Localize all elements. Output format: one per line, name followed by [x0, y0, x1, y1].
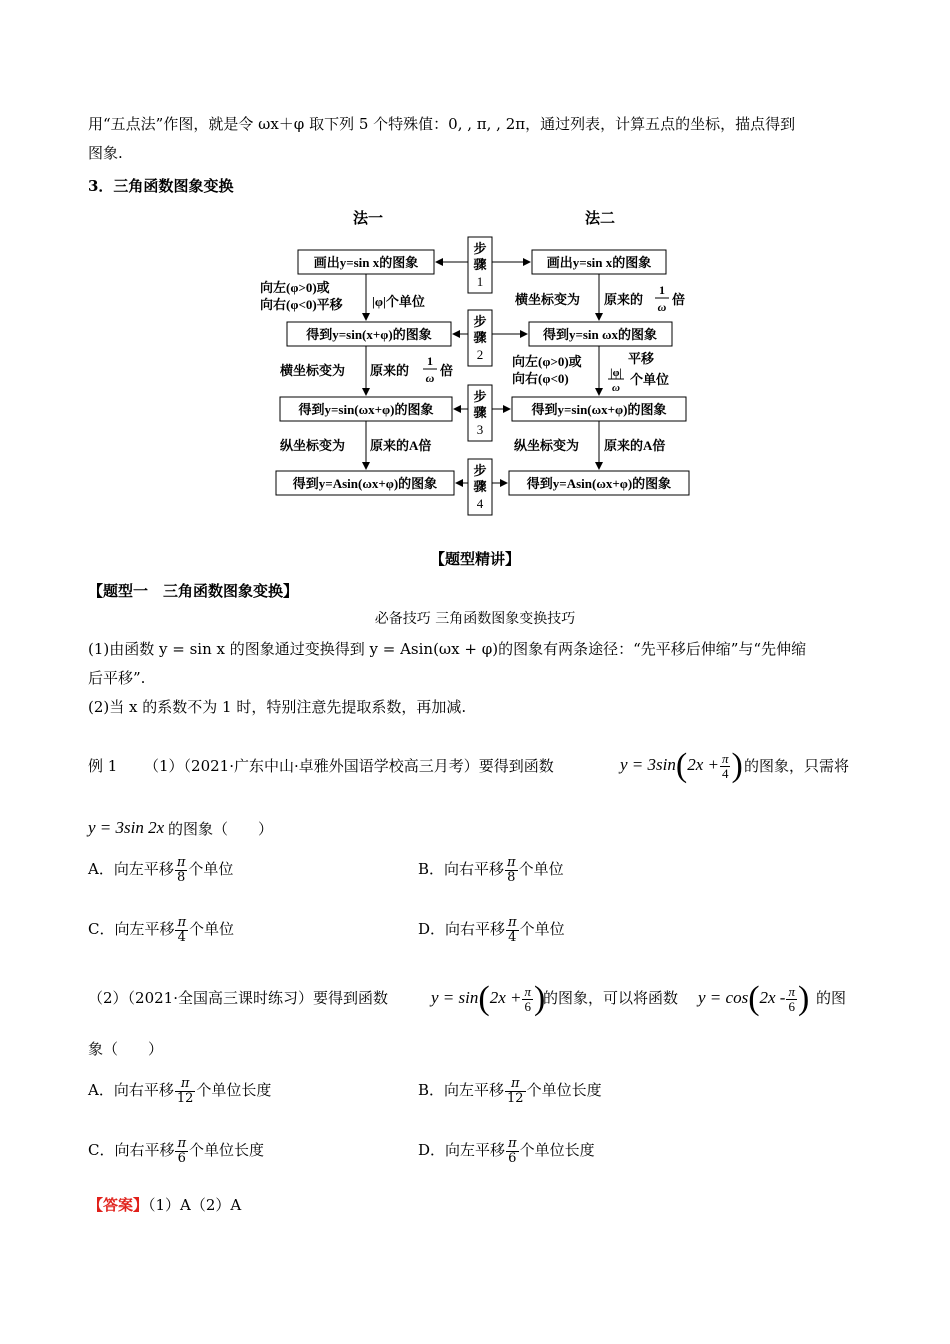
- svg-text:骤: 骤: [473, 405, 487, 420]
- step-4-num: 4: [476, 496, 484, 511]
- step-box-1: [468, 237, 492, 293]
- q2-option-b: B．向左平移 $\frac{\pi}{12}$ 个单位长度: [418, 1075, 602, 1106]
- left-t2-b: 原来的: [370, 363, 410, 378]
- intro-line-2: 图象.: [88, 144, 123, 162]
- q2-mid: 的图象，可以将函数: [543, 989, 679, 1007]
- right-t2-c: 平移: [628, 351, 655, 366]
- svg-text:步: 步: [473, 463, 487, 478]
- type-1-title: 【题型一 三角函数图象变换】: [88, 582, 299, 600]
- step-3-num: 3: [476, 422, 484, 437]
- q1-suffix: 的图象，只需将: [744, 757, 850, 775]
- q1-option-b: B．向右平移 $\frac{\pi}{8}$ 个单位: [418, 854, 564, 885]
- answer-text: （1）A（2）A: [148, 1196, 242, 1214]
- left-t2-a: 横坐标变为: [280, 363, 346, 378]
- q2-formula-1: y = sin(2x + $\frac{\pi}{6}$ ): [431, 980, 546, 1018]
- right-box-2: 得到y=sin ωx的图象: [542, 327, 658, 342]
- right-t2-a: 向左(φ>0)或: [512, 354, 582, 369]
- skill-2: (2)当 x 的系数不为 1 时，特别注意先提取系数，再加减.: [88, 698, 467, 716]
- right-t1-frac-den: ω: [657, 300, 667, 314]
- left-t1-c: |φ|个单位: [372, 294, 425, 309]
- step-box-3: [468, 385, 492, 441]
- q1-option-c: C．向左平移 $\frac{\pi}{4}$ 个单位: [88, 914, 235, 945]
- q2-option-c: C．向右平移 $\frac{\pi}{6}$ 个单位长度: [88, 1135, 265, 1166]
- q1-frac-num: π: [721, 750, 729, 766]
- answer-label: 【答案】: [88, 1196, 149, 1214]
- answer: [88, 1191, 241, 1219]
- right-box-1: 画出y=sin x的图象: [546, 255, 652, 270]
- right-t3-b: 原来的A倍: [604, 438, 666, 453]
- q1-prefix: （1）（2021·广东中山·卓雅外国语学校高三月考）要得到函数: [144, 757, 554, 775]
- step-box-4: [468, 459, 492, 515]
- right-t2-frac-den: ω: [612, 382, 620, 394]
- example-1-label: 例 1: [88, 757, 118, 775]
- q2-option-d: D．向左平移 $\frac{\pi}{6}$ 个单位长度: [418, 1135, 595, 1166]
- q1-formula: y = 3sin(2x + $\frac{\pi}{4}$ ): [620, 747, 743, 785]
- section-3-title: 3．三角函数图象变换: [88, 177, 234, 195]
- right-t2-b: 向右(φ<0): [512, 371, 569, 386]
- svg-text:步: 步: [473, 389, 487, 404]
- section-header: 【题型精讲】: [429, 550, 520, 568]
- step-box-2: [468, 310, 492, 366]
- transformation-flow-diagram: [250, 200, 710, 525]
- q2-line2: 象（ ）: [88, 1040, 164, 1058]
- left-t3-a: 纵坐标变为: [280, 438, 346, 453]
- q1-option-a: A．向左平移 $\frac{\pi}{8}$ 个单位: [88, 854, 234, 885]
- q1-func: y = 3sin: [620, 755, 676, 774]
- svg-text:步: 步: [473, 241, 487, 256]
- q1-arg: 2x +: [687, 755, 719, 774]
- q2-option-a: A．向右平移 $\frac{\pi}{12}$ 个单位长度: [88, 1075, 272, 1106]
- right-t2-frac-num: |φ|: [610, 367, 622, 379]
- left-t2-frac-den: ω: [425, 371, 435, 385]
- skill-1-line-a: (1)由函数 y = sin x 的图象通过变换得到 y = Asin(ωx + φ)的图象有两条途径：“先平移后伸缩”与“先伸缩: [88, 640, 807, 658]
- q2-prefix: （2）（2021·全国高三课时练习）要得到函数: [88, 989, 388, 1007]
- q1-frac-den: 4: [721, 765, 729, 781]
- left-t1-b: 向右(φ<0)平移: [260, 297, 343, 312]
- right-t1-c: 倍: [672, 292, 686, 307]
- left-t2-c: 倍: [440, 363, 454, 378]
- svg-text:步: 步: [473, 314, 487, 329]
- left-box-3: 得到y=sin(ωx+φ)的图象: [298, 402, 434, 417]
- right-t1-b: 原来的: [604, 292, 644, 307]
- q2-suffix: 的图: [816, 989, 847, 1007]
- intro-line-1: 用“五点法”作图，就是令 ωx＋φ 取下列 5 个特殊值：0, , π, , 2π，通过列表，计算五点的坐标，描点得到: [88, 115, 796, 133]
- method-2-title: 法二: [584, 211, 616, 227]
- svg-text:骤: 骤: [473, 257, 487, 272]
- step-1-num: 1: [476, 274, 484, 289]
- q1-line2-suffix: 的图象（ ）: [168, 820, 274, 838]
- svg-text:骤: 骤: [473, 479, 487, 494]
- right-t1-frac-num: 1: [659, 283, 665, 297]
- step-2-num: 2: [476, 347, 484, 362]
- left-box-2: 得到y=sin(x+φ)的图象: [306, 327, 432, 342]
- method-1-title: 法一: [352, 211, 384, 227]
- skill-1-line-b: 后平移”.: [88, 669, 146, 687]
- left-box-4: 得到y=Asin(ωx+φ)的图象: [292, 476, 438, 491]
- skill-title: 必备技巧 三角函数图象变换技巧: [374, 611, 576, 627]
- left-box-1: 画出y=sin x的图象: [313, 255, 419, 270]
- right-t1-a: 横坐标变为: [515, 292, 581, 307]
- left-t3-b: 原来的A倍: [370, 438, 432, 453]
- svg-text:骤: 骤: [473, 330, 487, 345]
- q1-option-d: D．向右平移 $\frac{\pi}{4}$ 个单位: [418, 914, 565, 945]
- left-t2-frac-num: 1: [427, 354, 433, 368]
- right-t3-a: 纵坐标变为: [514, 438, 580, 453]
- right-box-3: 得到y=sin(ωx+φ)的图象: [531, 402, 667, 417]
- q1-line2-func: y = 3sin 2x: [88, 818, 165, 837]
- q2-formula-2: y = cos(2x - $\frac{\pi}{6}$ ): [698, 980, 810, 1018]
- left-t1-a: 向左(φ>0)或: [260, 280, 330, 295]
- right-t2-d: 个单位: [630, 372, 670, 387]
- right-box-4: 得到y=Asin(ωx+φ)的图象: [526, 476, 672, 491]
